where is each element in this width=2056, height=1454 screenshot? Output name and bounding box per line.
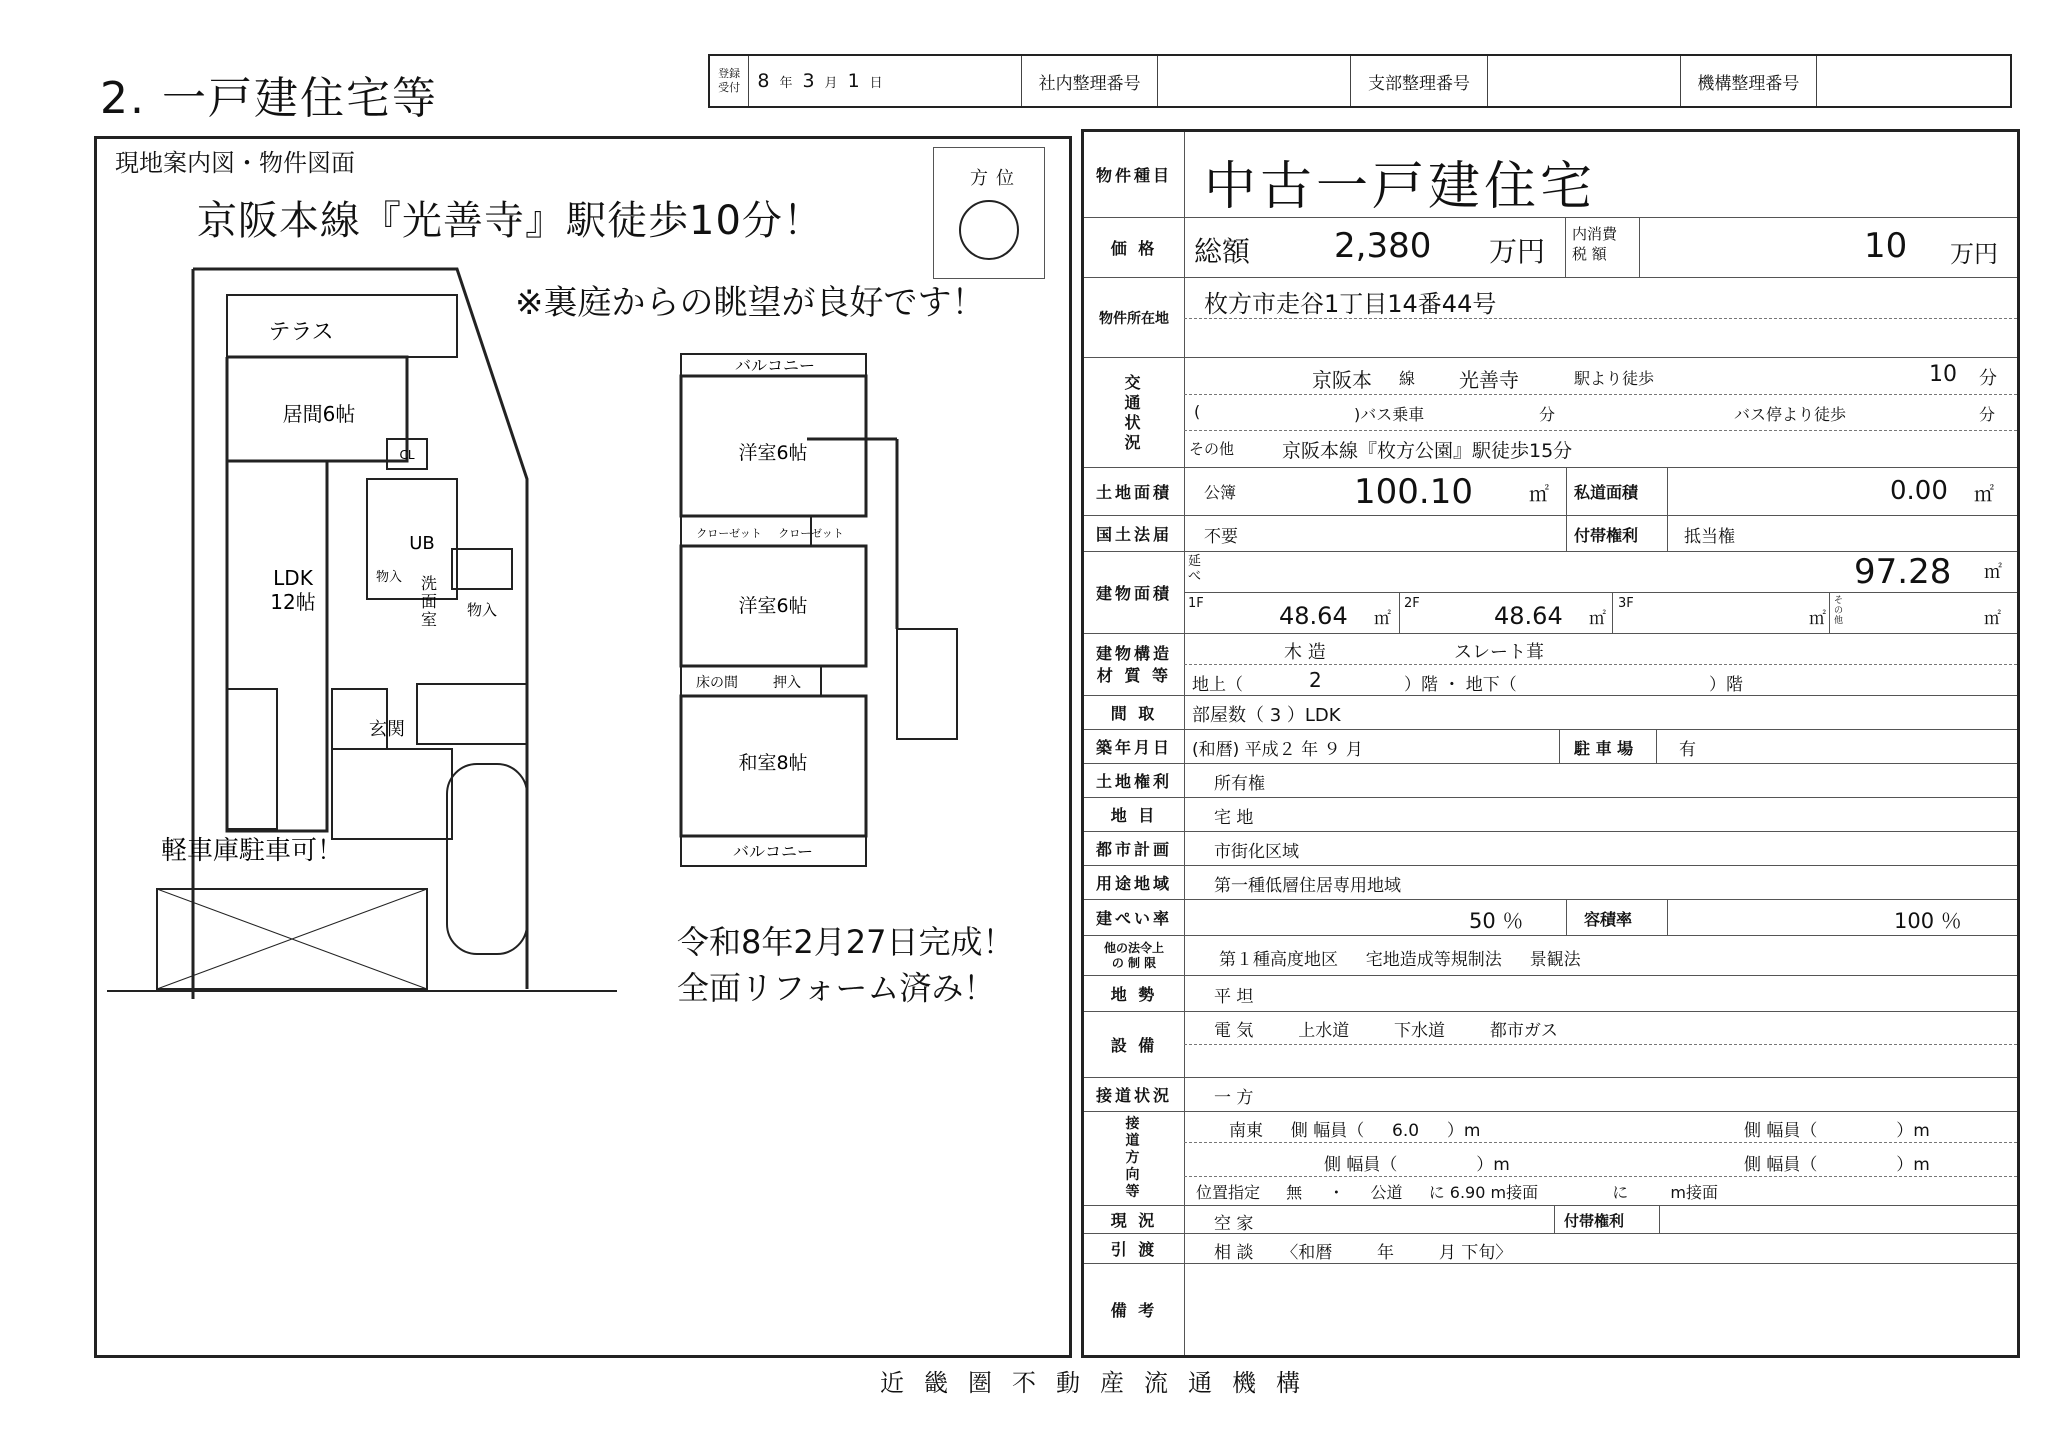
row-land [1084,468,2017,516]
closet-label: CL [399,448,415,462]
living-room-label: 居間6帖 [282,402,356,426]
road-1: 南東 側 幅員（ 6.0 ）m [1229,1121,1481,1141]
closet2-label: クローゼット [778,527,844,540]
land-area: 100.10 [1354,472,1473,512]
far-label: 容積率 [1584,910,1633,929]
price-value: 2,380 [1334,226,1432,266]
road-1-right: 側 幅員（ ）m [1744,1121,1930,1141]
divider [1565,218,1566,277]
status-value: 空 家 [1214,1214,1254,1234]
closet1-label: クローゼット [696,527,762,540]
attached-rights-value: 抵当権 [1684,527,1735,547]
row-building-area [1084,552,2017,634]
status-label: 現 況 [1084,1206,1185,1233]
panel-caption: 現地案内図・物件図面 [115,149,355,177]
structure-label: 建物構造 材 質 等 [1084,634,1185,695]
road-direction-label: 接 道 方 向 等 [1084,1112,1185,1205]
alcove-label: 床の間 [696,675,738,691]
divider [1399,592,1400,633]
tax-value: 10 [1864,226,1908,266]
land-kind: 公簿 [1204,483,1237,502]
f3-unit: ㎡ [1809,609,1826,629]
reg-year: 8 [757,70,770,92]
terrain-label: 地 勢 [1084,976,1185,1011]
row-built [1084,730,2017,764]
row-type [1084,132,2017,218]
private-road-area: 0.00 [1890,476,1948,506]
divider [1639,218,1640,277]
far-value: 100 ％ [1894,909,1962,933]
terrain-value: 平 坦 [1214,987,1254,1007]
internal-number-value [1158,56,1351,106]
row-plan [1084,696,2017,730]
walk-label: 駅より徒歩 [1574,369,1655,388]
other-access: 京阪本線『枚方公園』駅徒歩15分 [1282,440,1573,462]
coverage-value: 50 ％ [1469,909,1524,933]
divider [1566,900,1567,935]
chimoku-value: 宅 地 [1214,808,1254,828]
road-2: 側 幅員（ ）m [1324,1155,1510,1175]
built-label: 築年月日 [1084,730,1185,763]
row-status [1084,1206,2017,1234]
floors-unit: ）階 [1709,675,1743,695]
row-road [1084,1078,2017,1112]
row-handover [1084,1234,2017,1264]
ldk-size-label: 12帖 [270,590,316,614]
floor-plan-1f [97,139,1069,1355]
property-details [1081,129,2020,1358]
parking-label: 駐 車 場 [1574,739,1634,758]
divider [1566,516,1567,551]
registration-label: 登録 受付 [710,56,749,106]
price-unit: 万円 [1489,235,1546,268]
parking-value: 有 [1679,740,1696,760]
floors-above: 2 [1309,668,1322,692]
price-label: 価 格 [1084,218,1185,277]
reform-note: 全面リフォーム済み！ [677,969,996,1007]
reg-month-unit: 月 [824,75,838,91]
floors-above-label: 地上（ [1192,675,1243,695]
divider [1667,900,1668,935]
row-land-law [1084,516,2017,552]
row-zone [1084,866,2017,900]
divider [1667,516,1668,551]
line-name: 京阪本 [1312,368,1372,392]
row-terrain [1084,976,2017,1012]
f1-unit: ㎡ [1374,609,1391,629]
f2-label: 2F [1404,596,1420,611]
f2-unit: ㎡ [1589,609,1606,629]
bus-minutes-unit: 分 [1539,405,1556,424]
subheadline: ※裏庭からの眺望が良好です！ [515,283,986,323]
completion-note [677,919,1014,1011]
western-room1-label: 洋室6帖 [738,442,808,464]
western-room2-label: 洋室6帖 [738,595,808,617]
station-name: 光善寺 [1459,368,1519,392]
total-unit: ㎡ [1984,562,2002,583]
divider [1659,1206,1660,1233]
roof-value: スレート葺 [1454,642,1544,663]
row-land-right [1084,764,2017,798]
address-value: 枚方市走谷1丁目14番44号 [1204,290,1497,318]
bath-label: UB [409,533,435,554]
internal-number-label: 社内整理番号 [1022,56,1159,106]
traffic-label: 交 通 状 況 [1084,358,1185,467]
washroom-label-1: 洗 [420,574,438,593]
storage2-label: 物入 [466,601,498,619]
coverage-label: 建ぺい率 [1084,900,1185,935]
divider [1566,468,1567,515]
row-coverage [1084,900,2017,936]
completion-date: 令和8年2月27日完成！ [677,923,1015,961]
other-law-value: 第１種高度地区 宅地造成等規制法 景観法 [1219,950,1581,970]
f1-label: 1F [1188,596,1204,611]
row-remarks [1084,1264,2017,1355]
divider [1184,318,2017,319]
floorplan-panel [94,136,1072,1358]
balcony-top-label: バルコニー [734,356,816,375]
row-price [1084,218,2017,278]
bus-open: ( [1194,402,1201,421]
row-structure [1084,634,2017,696]
parking-label: 軽車庫駐車可！ [160,836,344,866]
built-value: (和暦) 平成２ 年 ９ 月 [1192,740,1363,760]
handover-value: 相 談 〈和暦 年 月 下旬〉 [1214,1243,1513,1263]
registration-date [749,56,1022,106]
divider [1184,664,2017,665]
divider [1184,1142,2017,1143]
building-area-label: 建物面積 [1084,552,1185,633]
walk-unit: 分 [1979,368,1997,389]
divider [1184,394,2017,395]
zone-value: 第一種低層住居専用地域 [1214,876,1401,896]
structure-value: 木 造 [1284,642,1326,663]
total-area: 97.28 [1854,552,1952,592]
city-plan-label: 都市計画 [1084,832,1185,865]
road-position: 位置指定 無 ・ 公道 に 6.90 m接面 に m接面 [1196,1183,1719,1202]
row-address [1084,278,2017,358]
land-right-value: 所有権 [1214,774,1265,794]
road-label: 接道状況 [1084,1078,1185,1111]
handover-label: 引 渡 [1084,1234,1185,1263]
attached-rights2-label: 付帯権利 [1564,1212,1625,1230]
row-other-law [1084,936,2017,976]
page-title: 2. 一戸建住宅等 [100,73,438,124]
tax-unit: 万円 [1950,240,1998,268]
other-floor-label: その他 [1834,596,1844,626]
registration-box [708,54,2012,108]
other-law-label: 他の法令上 の 制 限 [1084,936,1185,975]
divider [1559,730,1560,763]
bus-ride: )バス乗車 [1354,405,1425,424]
price-prefix: 総額 [1194,235,1251,268]
divider [1829,592,1830,633]
private-road-label: 私道面積 [1574,483,1639,502]
total-floor-label: 延べ [1188,554,1202,584]
row-traffic [1084,358,2017,468]
oshiire-label: 押入 [773,675,801,691]
address-label: 物件所在地 [1084,278,1185,357]
plan-label: 間 取 [1084,696,1185,729]
walk-minutes: 10 [1929,362,1957,387]
plan-value: 部屋数（ 3 ）LDK [1192,705,1341,726]
road-2-right: 側 幅員（ ）m [1744,1155,1930,1175]
line-unit: 線 [1399,369,1416,388]
divider [1184,592,2017,593]
road-value: 一 方 [1214,1088,1254,1108]
f3-label: 3F [1618,596,1634,611]
other-access-label: その他 [1189,440,1235,458]
org-number-label: 機構整理番号 [1681,56,1818,106]
bus-stop-minutes-unit: 分 [1979,405,1996,424]
reg-day-unit: 日 [869,75,883,91]
ldk-label: LDK [273,566,313,590]
land-law-value: 不要 [1204,527,1238,547]
private-road-unit: ㎡ [1974,482,1994,506]
terrace-label: テラス [268,320,334,345]
japanese-room-label: 和室8帖 [738,752,808,774]
remarks-label: 備 考 [1084,1264,1185,1355]
attached-rights-label: 付帯権利 [1574,526,1639,545]
divider [1184,430,2017,431]
storage-label: 物入 [375,570,403,585]
entrance-label: 玄関 [369,719,405,740]
row-chimoku [1084,798,2017,832]
reg-day: 1 [847,70,860,92]
tax-label: 内消費 税 額 [1572,225,1618,263]
land-unit: ㎡ [1529,482,1549,506]
other-floor-unit: ㎡ [1984,609,2001,629]
city-plan-value: 市街化区域 [1214,842,1299,862]
f2-area: 48.64 [1494,602,1563,630]
row-road-direction [1084,1112,2017,1206]
reg-month: 3 [802,70,815,92]
floors-below-label: ）階 ・ 地下（ [1404,675,1517,695]
washroom-label-2: 面 [420,592,438,611]
equipment-value: 電 気 上水道 下水道 都市ガス [1214,1021,1558,1041]
land-label: 土地面積 [1084,468,1185,515]
divider [1612,592,1613,633]
property-type: 中古一戸建住宅 [1204,157,1597,217]
row-city-plan [1084,832,2017,866]
footer-org: 近畿圏不動産流通機構 [880,1369,1320,1397]
row-equipment [1084,1012,2017,1078]
type-label: 物件種目 [1084,132,1185,217]
branch-number-label: 支部整理番号 [1351,56,1488,106]
land-right-label: 土地権利 [1084,764,1185,797]
balcony-bottom-label: バルコニー [732,842,814,861]
org-number-value [1817,56,2010,106]
reg-year-unit: 年 [779,75,793,91]
land-law-label: 国土法届 [1084,516,1185,551]
divider [1667,468,1668,515]
compass-label: 方位 [970,168,1022,189]
branch-number-value [1488,56,1681,106]
divider [1656,730,1657,763]
washroom-label-3: 室 [420,610,438,629]
bus-stop-walk: バス停より徒歩 [1734,405,1847,424]
chimoku-label: 地 目 [1084,798,1185,831]
divider [1184,1044,2017,1045]
divider [1554,1206,1555,1233]
f1-area: 48.64 [1279,602,1348,630]
headline: 京阪本線『光善寺』駅徒歩10分！ [197,198,824,244]
zone-label: 用途地域 [1084,866,1185,899]
divider [1184,1176,2017,1177]
equipment-label: 設 備 [1084,1012,1185,1077]
